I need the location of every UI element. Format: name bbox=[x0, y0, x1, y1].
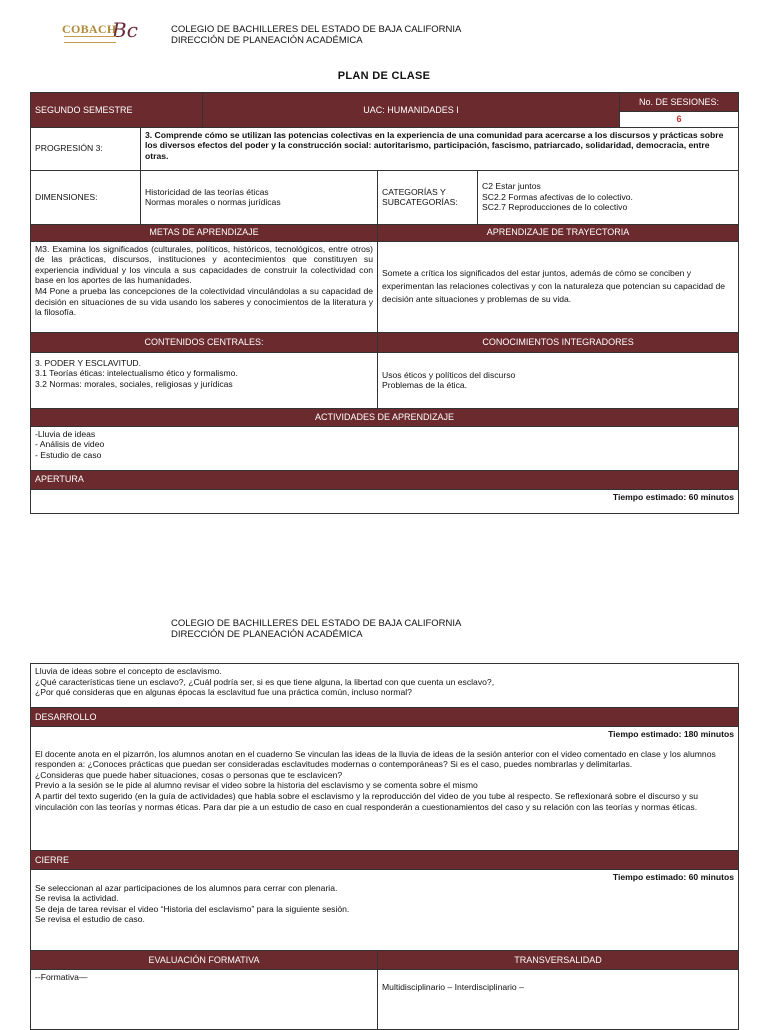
activity-item: - Estudio de caso bbox=[35, 449, 102, 460]
opening-header: APERTURA bbox=[31, 470, 739, 489]
page-title: PLAN DE CLASE bbox=[337, 70, 431, 82]
contents-list bbox=[31, 352, 378, 408]
categories-items bbox=[478, 170, 739, 224]
contents-line: 3. PODER Y ESCLAVITUD. bbox=[35, 357, 142, 368]
contents-line: 3.2 Normas: morales, sociales, religiosas y jurídicas bbox=[35, 378, 233, 389]
goals-header: METAS DE APRENDIZAJE bbox=[31, 224, 378, 241]
dimensions-items bbox=[141, 170, 378, 224]
goal-m3: M3. Examina los significados (culturales, políticos, históricos, tecnológicos, entre otros) de las prácticas, discursos, instituciones y acontecimientos que constituyen su experiencia individual y los vincula a sus capacidades de construir la colectividad con base en los aportes de las humanidades. bbox=[35, 243, 374, 286]
dimension-item: Normas morales o normas jurídicas bbox=[145, 197, 281, 208]
plan-table-continued bbox=[30, 663, 739, 1030]
development-paragraph: ¿Consideras que puede haber situaciones, cosas o personas que te esclavicen? bbox=[35, 769, 343, 780]
sessions-value: 6 bbox=[620, 112, 739, 128]
sessions-label: No. DE SESIONES: bbox=[620, 93, 739, 112]
category-item: SC2.7 Reproducciones de lo colectivo bbox=[482, 202, 628, 213]
closing-line: Se seleccionan al azar participaciones de los alumnos para cerrar con plenaria. bbox=[35, 882, 338, 893]
category-item: SC2.2 Formas afectivas de lo colectivo. bbox=[482, 191, 633, 202]
integrators-header: CONOCIMIENTOS INTEGRADORES bbox=[378, 332, 739, 352]
evaluation-text: --Formativa— bbox=[31, 970, 378, 1030]
activity-item: - Análisis de video bbox=[35, 439, 105, 450]
institution-department: DIRECCIÓN DE PLANEACIÓN ACADÉMICA bbox=[171, 629, 363, 640]
progression-text: 3. Comprende cómo se utilizan las potencias colectivas en la experiencia de una comunidad para acercarse a los discursos y prácticas sobre los diversos efectos del poder y la construcción social: autoritarismo, participación, fascismo, patriarcado, solidaridad, democracia, entre otras. bbox=[141, 127, 739, 170]
dimension-item: Historicidad de las teorías éticas bbox=[145, 186, 269, 197]
semester-cell: SEGUNDO SEMESTRE bbox=[31, 93, 203, 128]
opening-content bbox=[31, 664, 739, 708]
cobach-logo bbox=[62, 18, 138, 46]
opening-line: ¿Qué características tiene un esclavo?, ¿Cuál podría ser, si es que tiene alguna, la libertad con que cuenta un esclavo?, bbox=[35, 676, 495, 687]
closing-header: CIERRE bbox=[31, 851, 739, 870]
transversality-text: Multidisciplinario – Interdisciplinario – bbox=[378, 970, 739, 1030]
trajectory-header: APRENDIZAJE DE TRAYECTORIA bbox=[378, 224, 739, 241]
institution-name: COLEGIO DE BACHILLERES DEL ESTADO DE BAJA CALIFORNIA bbox=[171, 618, 462, 629]
development-paragraph: Previo a la sesión se le pide al alumno revisar el video sobre la historia del esclavismo y se comenta sobre el mismo bbox=[35, 780, 478, 791]
closing-line: Se revisa la actividad. bbox=[35, 893, 119, 904]
closing-time: Tiempo estimado: 60 minutos bbox=[612, 872, 734, 882]
opening-time: Tiempo estimado: 60 minutos bbox=[31, 489, 739, 513]
development-content bbox=[31, 727, 739, 851]
opening-line: ¿Por qué consideras que en algunas épocas la esclavitud fue una práctica común, incluso normal? bbox=[35, 687, 412, 698]
goal-m4: M4 Pone a prueba las concepciones de la colectividad vinculándolas a su capacidad de decisión en situaciones de su vida usando los saberes y conocimientos de la literatura y la filosofía. bbox=[35, 285, 374, 318]
integrators-list bbox=[378, 352, 739, 408]
development-paragraph: A partir del texto sugerido (en la guía de actividades) que habla sobre el esclavismo y la reproducción del video de you tube al respecto. Se reflexionará sobre el discurso y su vinculación con las teorías y normas éticas. Para dar pie a un estudio de caso en cual responderán a cuestionamientos del caso y su relación con las teorías y normas éticas. bbox=[35, 790, 699, 812]
progression-label: PROGRESIÓN 3: bbox=[31, 127, 141, 170]
category-item: C2 Estar juntos bbox=[482, 181, 541, 192]
institution-name: COLEGIO DE BACHILLERES DEL ESTADO DE BAJA CALIFORNIA bbox=[171, 24, 462, 35]
logo-underline bbox=[64, 36, 116, 43]
closing-line: Se deja de tarea revisar el video “Historia del esclavismo” para la siguiente sesión. bbox=[35, 903, 350, 914]
institution-header bbox=[171, 24, 461, 46]
activity-item: -Lluvia de ideas bbox=[35, 428, 96, 439]
contents-line: 3.1 Teorías éticas: intelectualismo ético y formalismo. bbox=[35, 368, 238, 379]
logo-script: Bc bbox=[112, 18, 138, 42]
opening-line: Lluvia de ideas sobre el concepto de esclavismo. bbox=[35, 666, 222, 676]
evaluation-header: EVALUACIÓN FORMATIVA bbox=[31, 951, 378, 970]
institution-header bbox=[171, 618, 461, 640]
uac-cell: UAC: HUMANIDADES I bbox=[203, 93, 620, 128]
activities-list bbox=[31, 426, 739, 470]
development-paragraph: El docente anota en el pizarrón, los alumnos anotan en el cuaderno Se vinculan las ideas de la lluvia de ideas de la sesión anterior con el video comentado en clase y los alumnos responden a: ¿Conoces prácticas que puedan ser consideradas esclavitudes modernas o contemporáneas? Si es el caso, puedes nombrarlas y delimitarlas. bbox=[35, 748, 716, 770]
contents-header: CONTENIDOS CENTRALES: bbox=[31, 332, 378, 352]
integrators-line: Usos éticos y políticos del discurso bbox=[382, 369, 516, 380]
institution-department: DIRECCIÓN DE PLANEACIÓN ACADÉMICA bbox=[171, 35, 363, 46]
logo-text: COBACH bbox=[62, 22, 117, 36]
categories-label: CATEGORÍAS Y SUBCATEGORÍAS: bbox=[378, 170, 478, 224]
plan-table bbox=[30, 92, 739, 514]
integrators-line: Problemas de la ética. bbox=[382, 380, 468, 391]
goals-text bbox=[31, 241, 378, 332]
dimensions-label: DIMENSIONES: bbox=[31, 170, 141, 224]
development-header: DESARROLLO bbox=[31, 708, 739, 727]
transversality-header: TRANSVERSALIDAD bbox=[378, 951, 739, 970]
closing-content bbox=[31, 870, 739, 951]
trajectory-text: Somete a crítica los significados del estar juntos, además de cómo se conciben y experimentan las relaciones colectivas y con la naturaleza que potencian su capacidad de decisión ante situaciones y problemas de su vida. bbox=[378, 241, 739, 332]
development-time: Tiempo estimado: 180 minutos bbox=[608, 729, 734, 739]
page-2 bbox=[0, 598, 768, 1024]
closing-line: Se revisa el estudio de caso. bbox=[35, 914, 145, 925]
activities-header: ACTIVIDADES DE APRENDIZAJE bbox=[31, 408, 739, 426]
